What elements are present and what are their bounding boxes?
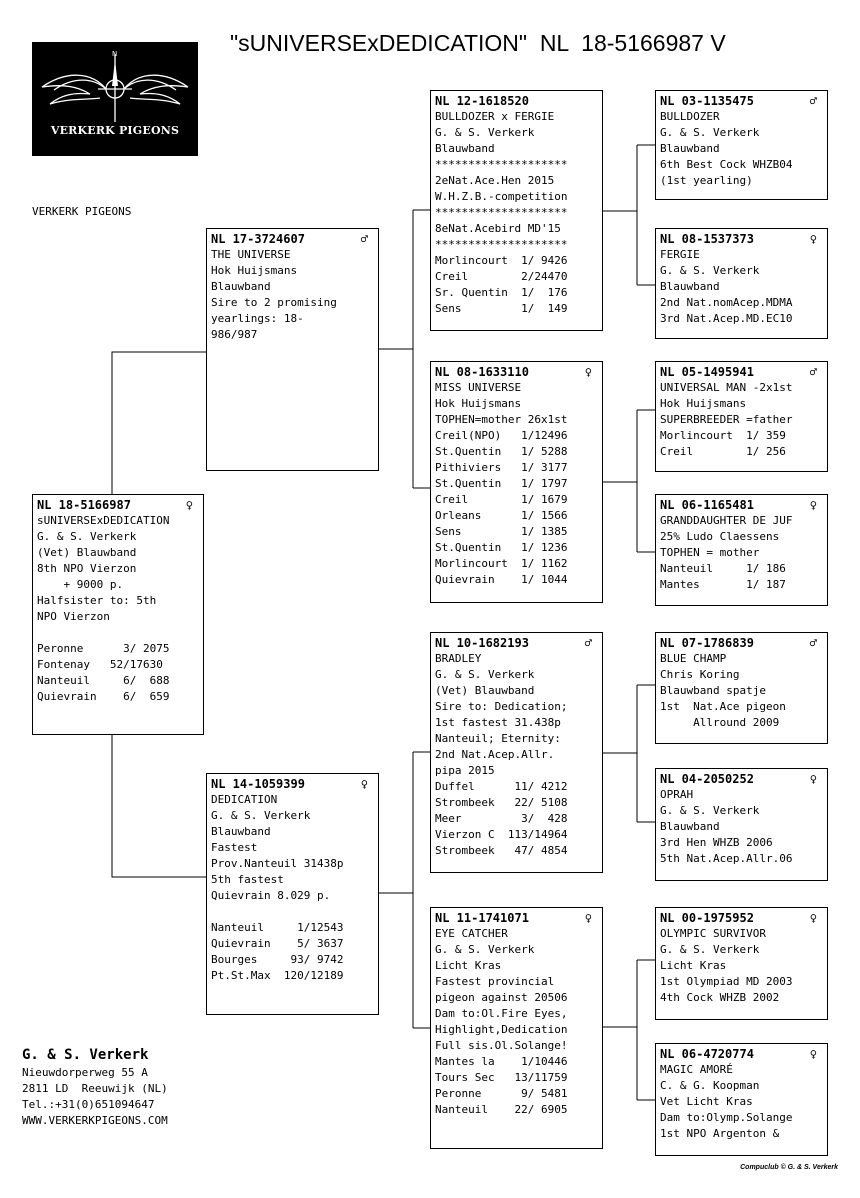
pigeon-info-line: UNIVERSAL MAN -2x1st: [660, 381, 793, 394]
pigeon-info-line: BLUE CHAMP: [660, 652, 727, 665]
pigeon-card-ssd: [655, 228, 828, 339]
sex-icon: ♂: [584, 636, 592, 650]
pigeon-card-sire-dam: [430, 361, 603, 603]
pigeon-info-line: THE UNIVERSE: [211, 248, 291, 261]
pigeon-info-line: Full sis.Ol.Solange!: [435, 1039, 568, 1052]
pigeon-info-line: Creil 2/24470: [435, 270, 568, 283]
pigeon-info-line: W.H.Z.B.-competition: [435, 190, 568, 203]
pigeon-info-line: Morlincourt 1/ 9426: [435, 254, 568, 267]
pigeon-info-line: Quievrain 8.029 p.: [211, 889, 331, 902]
pigeon-info-line: Blauwband: [660, 142, 720, 155]
ring-number-row: [660, 498, 823, 513]
svg-text:N: N: [112, 50, 118, 58]
pigeon-info-line: DEDICATION: [211, 793, 278, 806]
pigeon-info-line: Orleans 1/ 1566: [435, 509, 568, 522]
pigeon-info-line: Quievrain 5/ 3637: [211, 937, 344, 950]
pigeon-info-line: Blauwband: [660, 280, 720, 293]
pigeon-info-line: G. & S. Verkerk: [660, 804, 760, 817]
sex-icon: ♀: [809, 498, 817, 512]
ring-number-row: [660, 772, 823, 787]
pigeon-info-line: MISS UNIVERSE: [435, 381, 522, 394]
pigeon-info-line: TOPHEN = mother: [660, 546, 760, 559]
pigeon-info-line: yearlings: 18-: [211, 312, 304, 325]
pigeon-info-line: Duffel 11/ 4212: [435, 780, 568, 793]
pigeon-info-line: MAGIC AMORÉ: [660, 1063, 733, 1076]
pigeon-info-line: 2nd Nat.nomAcep.MDMA: [660, 296, 793, 309]
pigeon-info-line: Creil 1/ 256: [660, 445, 786, 458]
pigeon-info-line: 6th Best Cock WHZB04: [660, 158, 793, 171]
ring-number-row: [435, 636, 598, 651]
pigeon-info-line: Blauwband spatje: [660, 684, 766, 697]
pigeon-info-line: G. & S. Verkerk: [37, 530, 137, 543]
pigeon-info-line: 3rd Hen WHZB 2006: [660, 836, 773, 849]
ring-number: NL 08-1537373: [660, 232, 754, 246]
pigeon-card-dam: [206, 773, 379, 1015]
pigeon-info-line: ********************: [435, 158, 568, 171]
sex-icon: ♀: [360, 777, 368, 791]
pigeon-info-line: [37, 625, 199, 641]
pigeon-info-line: BULLDOZER: [660, 110, 720, 123]
sex-icon: ♀: [809, 1047, 817, 1061]
pigeon-info-line: Hok Huijsmans: [435, 397, 522, 410]
sex-icon: [592, 94, 598, 109]
pigeon-info-line: Sens 1/ 1385: [435, 525, 568, 538]
ring-number-row: [435, 911, 598, 926]
pigeon-info-line: Allround 2009: [660, 716, 780, 729]
breeder-info: [22, 1045, 168, 1129]
pigeon-info-line: G. & S. Verkerk: [435, 126, 535, 139]
pigeon-info-line: Strombeek 22/ 5108: [435, 796, 568, 809]
pigeon-info-line: 1st Olympiad MD 2003: [660, 975, 793, 988]
ring-number-row: [435, 365, 598, 380]
ring-number-row: [660, 911, 823, 926]
breeder-label-top: VERKERK PIGEONS: [32, 205, 132, 218]
pigeon-info-line: TOPHEN=mother 26x1st: [435, 413, 568, 426]
pigeon-info-line: NPO Vierzon: [37, 610, 110, 623]
pigeon-info-line: Fastest provincial: [435, 975, 555, 988]
ring-number: NL 03-1135475: [660, 94, 754, 108]
pigeon-info-line: Hok Huijsmans: [660, 397, 747, 410]
ring-number: NL 17-3724607: [211, 232, 305, 246]
pigeon-info-line: G. & S. Verkerk: [660, 126, 760, 139]
pigeon-info-line: St.Quentin 1/ 5288: [435, 445, 568, 458]
pigeon-info-line: Meer 3/ 428: [435, 812, 568, 825]
pigeon-info-line: C. & G. Koopman: [660, 1079, 760, 1092]
pigeon-card-dam-sire: [430, 632, 603, 873]
sex-icon: ♂: [360, 232, 368, 246]
ring-number-row: [660, 1047, 823, 1062]
ring-number: NL 00-1975952: [660, 911, 754, 925]
ring-number: NL 14-1059399: [211, 777, 305, 791]
pigeon-info-line: Licht Kras: [435, 959, 502, 972]
pigeon-info-line: 1st NPO Argenton &: [660, 1127, 780, 1140]
pigeon-info-line: 2nd Nat.Acep.Allr.: [435, 748, 555, 761]
pigeon-info-line: Halfsister to: 5th: [37, 594, 157, 607]
pigeon-info-line: Tours Sec 13/11759: [435, 1071, 568, 1084]
pigeon-info-line: pigeon against 20506: [435, 991, 568, 1004]
sex-icon: ♀: [584, 911, 592, 925]
pigeon-info-line: Dam to:Olymp.Solange: [660, 1111, 793, 1124]
ring-number: NL 06-4720774: [660, 1047, 754, 1061]
pigeon-info-line: Creil(NPO) 1/12496: [435, 429, 568, 442]
breeder-website: WWW.VERKERKPIGEONS.COM: [22, 1114, 168, 1127]
pigeon-info-line: [211, 904, 374, 920]
pigeon-info-line: Fastest: [211, 841, 258, 854]
pigeon-info-line: sUNIVERSExDEDICATION: [37, 514, 170, 527]
pigeon-info-line: 8th NPO Vierzon: [37, 562, 137, 575]
pigeon-info-line: G. & S. Verkerk: [435, 668, 535, 681]
pigeon-info-line: Chris Koring: [660, 668, 740, 681]
pigeon-info-line: Sire to 2 promising: [211, 296, 337, 309]
pigeon-info-line: FERGIE: [660, 248, 700, 261]
pigeon-card-sss: [655, 90, 828, 200]
ring-number: NL 06-1165481: [660, 498, 754, 512]
pigeon-info-line: pipa 2015: [435, 764, 495, 777]
breeder-name: G. & S. Verkerk: [22, 1047, 149, 1063]
pigeon-info-line: 25% Ludo Claessens: [660, 530, 780, 543]
pigeon-info-line: Pithiviers 1/ 3177: [435, 461, 568, 474]
ring-number-row: [435, 94, 598, 109]
pigeon-card-dsd: [655, 768, 828, 881]
pigeon-info-line: Quievrain 1/ 1044: [435, 573, 568, 586]
pigeon-info-line: Bourges 93/ 9742: [211, 953, 344, 966]
pigeon-info-line: 3rd Nat.Acep.MD.EC10: [660, 312, 793, 325]
pigeon-info-line: Sens 1/ 149: [435, 302, 568, 315]
pigeon-info-line: OLYMPIC SURVIVOR: [660, 927, 766, 940]
pigeon-card-dds: [655, 907, 828, 1020]
pigeon-card-sire-sire: [430, 90, 603, 331]
pigeon-info-line: G. & S. Verkerk: [660, 264, 760, 277]
ring-number-row: [37, 498, 199, 513]
ring-number: NL 08-1633110: [435, 365, 529, 379]
sex-icon: ♂: [809, 94, 817, 108]
copyright-footer: Compuclub © G. & S. Verkerk: [740, 1164, 838, 1171]
ring-number-row: [660, 94, 823, 109]
pigeon-info-line: Blauwband: [211, 280, 271, 293]
pigeon-info-line: 1st Nat.Ace pigeon: [660, 700, 786, 713]
breeder-address-line2: 2811 LD Reeuwijk (NL): [22, 1082, 168, 1095]
pigeon-info-line: 986/987: [211, 328, 258, 341]
pigeon-info-line: 2eNat.Ace.Hen 2015: [435, 174, 555, 187]
pigeon-info-line: (Vet) Blauwband: [37, 546, 137, 559]
ring-number-row: [660, 636, 823, 651]
pigeon-info-line: G. & S. Verkerk: [435, 943, 535, 956]
pigeon-info-line: (Vet) Blauwband: [435, 684, 535, 697]
pigeon-info-line: 4th Cock WHZB 2002: [660, 991, 780, 1004]
pigeon-info-line: Highlight,Dedication: [435, 1023, 568, 1036]
pigeon-info-line: Sire to: Dedication;: [435, 700, 568, 713]
pigeon-info-line: Peronne 3/ 2075: [37, 642, 170, 655]
pigeon-info-line: Blauwband: [660, 820, 720, 833]
ring-number: NL 10-1682193: [435, 636, 529, 650]
pigeon-info-line: GRANDDAUGHTER DE JUF: [660, 514, 793, 527]
page-title: "sUNIVERSExDEDICATION" NL 18-5166987 V: [230, 30, 726, 56]
pigeon-info-line: Nanteuil 1/12543: [211, 921, 344, 934]
pigeon-info-line: Morlincourt 1/ 359: [660, 429, 786, 442]
pigeon-info-line: Mantes 1/ 187: [660, 578, 786, 591]
pigeon-info-line: Prov.Nanteuil 31438p: [211, 857, 344, 870]
logo-text: VERKERK PIGEONS: [50, 124, 180, 137]
ring-number-row: [660, 365, 823, 380]
pigeon-info-line: BRADLEY: [435, 652, 482, 665]
pigeon-info-line: Peronne 9/ 5481: [435, 1087, 568, 1100]
pigeon-card-ddd: [655, 1043, 828, 1156]
pigeon-info-line: Dam to:Ol.Fire Eyes,: [435, 1007, 568, 1020]
pigeon-card-sdd: [655, 494, 828, 606]
breeder-address-line1: Nieuwdorperweg 55 A: [22, 1066, 148, 1079]
sex-icon: ♀: [809, 772, 817, 786]
pigeon-info-line: Quievrain 6/ 659: [37, 690, 170, 703]
pigeon-info-line: Fontenay 52/17630: [37, 658, 163, 671]
pigeon-info-line: Nanteuil; Eternity:: [435, 732, 561, 745]
pigeon-card-sire: [206, 228, 379, 471]
pigeon-info-line: Nanteuil 22/ 6905: [435, 1103, 568, 1116]
sex-icon: ♀: [185, 498, 193, 512]
sex-icon: ♂: [809, 636, 817, 650]
ring-number: NL 18-5166987: [37, 498, 131, 512]
pigeon-info-line: Mantes la 1/10446: [435, 1055, 568, 1068]
sex-icon: ♀: [809, 232, 817, 246]
ring-number: NL 04-2050252: [660, 772, 754, 786]
pigeon-info-line: Hok Huijsmans: [211, 264, 298, 277]
ring-number-row: [211, 232, 374, 247]
pigeon-info-line: SUPERBREEDER =father: [660, 413, 793, 426]
pigeon-info-line: Creil 1/ 1679: [435, 493, 568, 506]
pigeon-info-line: 5th Nat.Acep.Allr.06: [660, 852, 793, 865]
ring-number-row: [211, 777, 374, 792]
pigeon-info-line: Vet Licht Kras: [660, 1095, 753, 1108]
pigeon-info-line: ********************: [435, 206, 568, 219]
ring-number: NL 05-1495941: [660, 365, 754, 379]
pigeon-card-dss: [655, 632, 828, 744]
pigeon-info-line: G. & S. Verkerk: [211, 809, 311, 822]
pigeon-info-line: 5th fastest: [211, 873, 284, 886]
ring-number-row: [660, 232, 823, 247]
pigeon-info-line: Strombeek 47/ 4854: [435, 844, 568, 857]
pigeon-info-line: G. & S. Verkerk: [660, 943, 760, 956]
pigeon-info-line: Nanteuil 1/ 186: [660, 562, 786, 575]
pigeon-info-line: St.Quentin 1/ 1797: [435, 477, 568, 490]
pigeon-info-line: Blauwband: [211, 825, 271, 838]
pigeon-info-line: Blauwband: [435, 142, 495, 155]
breeder-phone: Tel.:+31(0)651094647: [22, 1098, 155, 1111]
pigeon-info-line: (1st yearling): [660, 174, 753, 187]
pigeon-info-line: Sr. Quentin 1/ 176: [435, 286, 568, 299]
ring-number: NL 11-1741071: [435, 911, 529, 925]
pigeon-info-line: + 9000 p.: [37, 578, 124, 591]
pigeon-info-line: Nanteuil 6/ 688: [37, 674, 170, 687]
pigeon-info-line: EYE CATCHER: [435, 927, 508, 940]
pigeon-info-line: 8eNat.Acebird MD'15: [435, 222, 561, 235]
pigeon-info-line: Morlincourt 1/ 1162: [435, 557, 568, 570]
sex-icon: ♀: [809, 911, 817, 925]
pigeon-info-line: BULLDOZER x FERGIE: [435, 110, 555, 123]
ring-number: NL 12-1618520: [435, 94, 529, 108]
pigeon-info-line: St.Quentin 1/ 1236: [435, 541, 568, 554]
ring-number: NL 07-1786839: [660, 636, 754, 650]
pigeon-card-dam-dam: [430, 907, 603, 1149]
pigeon-info-line: Pt.St.Max 120/12189: [211, 969, 344, 982]
pigeon-card-sds: [655, 361, 828, 472]
pigeon-info-line: Licht Kras: [660, 959, 727, 972]
sex-icon: ♀: [584, 365, 592, 379]
pigeon-info-line: Vierzon C 113/14964: [435, 828, 568, 841]
pigeon-info-line: 1st fastest 31.438p: [435, 716, 561, 729]
pigeon-info-line: ********************: [435, 238, 568, 251]
pigeon-info-line: OPRAH: [660, 788, 694, 801]
pigeon-card-subject: [32, 494, 204, 735]
sex-icon: ♂: [809, 365, 817, 379]
